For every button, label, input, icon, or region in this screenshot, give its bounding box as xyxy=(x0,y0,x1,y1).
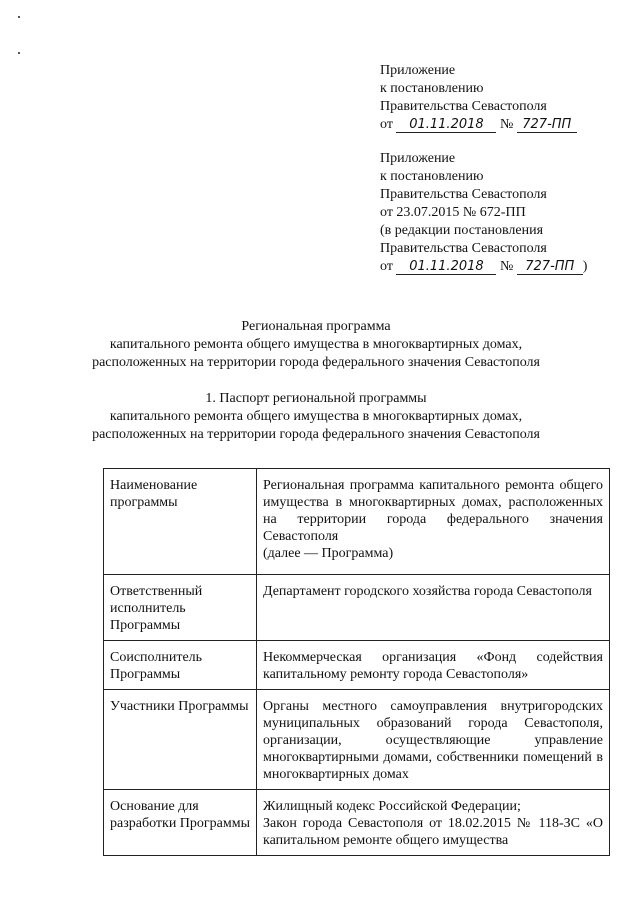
title-line: Региональная программа xyxy=(241,319,391,334)
section-line: 1. Паспорт региональной программы xyxy=(205,391,427,406)
appendix-line: Правительства Севастополя xyxy=(380,99,547,114)
passport-table xyxy=(103,468,610,856)
row-value-text: Региональная программа капитального ремонта общего имущества в многоквартирных домах, расположенных на территории города федерального значения Севастополя xyxy=(263,478,603,544)
table-row xyxy=(104,469,610,575)
appendix-line: к постановлению xyxy=(380,169,484,184)
handwritten-number: 727-ПП xyxy=(517,260,583,275)
appendix-date-line xyxy=(380,116,577,134)
from-label: от xyxy=(380,259,393,274)
appendix-current xyxy=(380,62,577,134)
table-row xyxy=(104,790,610,856)
row-value xyxy=(257,469,610,575)
appendix-line: Приложение xyxy=(380,151,456,166)
row-value-text: Жилищный кодекс Российской Федерации; xyxy=(263,799,521,814)
row-label: Наименование программы xyxy=(104,469,257,575)
row-label: Ответственный исполнитель Программы xyxy=(104,575,257,641)
closing-paren: ) xyxy=(582,259,588,274)
row-label: Основание для разработки Программы xyxy=(104,790,257,856)
appendix-line: Приложение xyxy=(380,63,456,78)
row-value-text: (далее — Программа) xyxy=(263,546,394,561)
row-label: Участники Программы xyxy=(104,690,257,790)
handwritten-date: 01.11.2018 xyxy=(396,260,496,275)
number-label: № xyxy=(499,117,514,132)
appendix-line: к постановлению xyxy=(380,81,484,96)
row-value: Некоммерческая организация «Фонд содействия капитальному ремонту города Севастополя» xyxy=(257,641,610,690)
scan-dot xyxy=(18,16,20,18)
appendix-line: от 23.07.2015 № 672-ПП xyxy=(380,205,526,220)
number-label: № xyxy=(499,259,514,274)
row-value-text: Закон города Севастополя от 18.02.2015 № 118-ЗС «О капитальном ремонте общего имущества xyxy=(263,816,603,848)
appendix-line: (в редакции постановления xyxy=(380,223,544,238)
section-heading xyxy=(0,390,632,444)
row-value: Департамент городского хозяйства города Севастополя xyxy=(257,575,610,641)
table-row xyxy=(104,690,610,790)
table-row xyxy=(104,575,610,641)
row-value: Органы местного самоуправления внутригородских муниципальных образований города Севастополя, организации, осуществляющие управление многоквартирными домами, собственники помещений в многоквартирных домах xyxy=(257,690,610,790)
row-value xyxy=(257,790,610,856)
appendix-date-line xyxy=(380,258,587,276)
table-row xyxy=(104,641,610,690)
title-line: расположенных на территории города федерального значения Севастополя xyxy=(92,355,540,370)
handwritten-number: 727-ПП xyxy=(517,118,577,133)
section-line: капитального ремонта общего имущества в многоквартирных домах, xyxy=(109,409,523,424)
appendix-line: Правительства Севастополя xyxy=(380,241,547,256)
handwritten-date: 01.11.2018 xyxy=(396,118,496,133)
appendix-original xyxy=(380,150,587,276)
scan-dot xyxy=(18,52,20,54)
from-label: от xyxy=(380,117,393,132)
appendix-line: Правительства Севастополя xyxy=(380,187,547,202)
title-line: капитального ремонта общего имущества в многоквартирных домах, xyxy=(109,337,523,352)
row-label: Соисполнитель Программы xyxy=(104,641,257,690)
program-title xyxy=(0,318,632,372)
section-line: расположенных на территории города федерального значения Севастополя xyxy=(92,427,540,442)
